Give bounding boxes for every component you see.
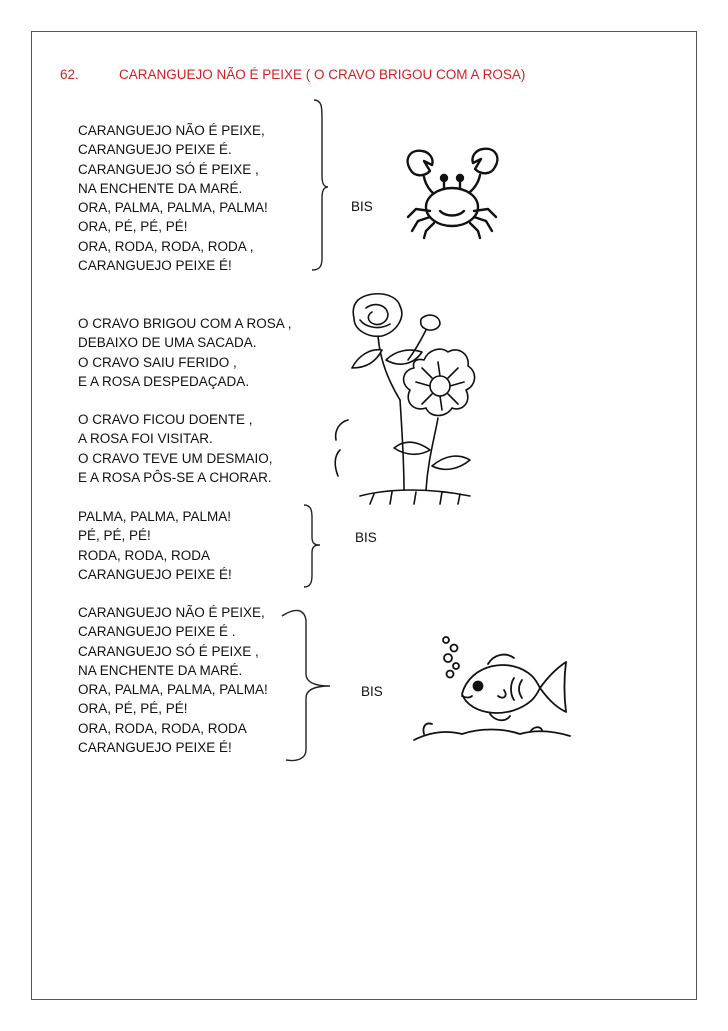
lyric-line: PÉ, PÉ, PÉ! — [78, 528, 151, 544]
stanza-1 — [78, 121, 268, 275]
lyric-line: NA ENCHENTE DA MARÉ. — [78, 180, 243, 196]
lyric-line: O CRAVO BRIGOU COM A ROSA , — [78, 316, 292, 331]
song-title: CARANGUEJO NÃO É PEIXE ( O CRAVO BRIGOU COM A ROSA) — [119, 67, 526, 82]
lyric-line: CARANGUEJO PEIXE É. — [78, 142, 232, 158]
lyric-line: ORA, PÉ, PÉ, PÉ! — [78, 219, 188, 235]
stanza-2 — [78, 314, 292, 391]
lyric-line: O CRAVO SAIU FERIDO , — [78, 354, 237, 370]
song-number: 62. — [60, 67, 79, 82]
lyric-line: CARANGUEJO PEIXE É . — [78, 624, 236, 640]
lyric-line: ORA, RODA, RODA, RODA , — [78, 238, 254, 254]
lyric-line: O CRAVO FICOU DOENTE , — [78, 412, 253, 427]
lyric-line: DEBAIXO DE UMA SACADA. — [78, 335, 257, 351]
fish-icon — [410, 630, 575, 750]
lyric-line: O CRAVO TEVE UM DESMAIO, — [78, 450, 273, 466]
lyric-line: CARANGUEJO NÃO É PEIXE, — [78, 123, 265, 138]
lyric-line: A ROSA FOI VISITAR. — [78, 431, 213, 447]
bracket-brace-2 — [296, 503, 326, 589]
stanza-3 — [78, 410, 273, 487]
stanza-5 — [78, 603, 268, 757]
bracket-brace-1 — [300, 98, 330, 273]
lyric-line: CARANGUEJO NÃO É PEIXE, — [78, 605, 265, 620]
lyric-line: CARANGUEJO PEIXE É! — [78, 566, 232, 582]
lyric-line: CARANGUEJO PEIXE É! — [78, 740, 232, 756]
lyric-line: ORA, RODA, RODA, RODA — [78, 720, 247, 736]
lyric-line: ORA, PÉ, PÉ, PÉ! — [78, 701, 188, 717]
lyric-line: PALMA, PALMA, PALMA! — [78, 509, 232, 524]
lyric-line: CARANGUEJO PEIXE É! — [78, 258, 232, 274]
lyric-line: E A ROSA PÔS-SE A CHORAR. — [78, 469, 272, 485]
lyric-line: ORA, PALMA, PALMA, PALMA! — [78, 200, 268, 216]
flowers-icon — [330, 290, 480, 510]
lyric-line: RODA, RODA, RODA — [78, 547, 211, 563]
bis-label-1: BIS — [351, 199, 373, 214]
bracket-brace-3 — [280, 604, 340, 764]
bis-label-3: BIS — [361, 684, 383, 699]
stanza-4 — [78, 507, 232, 584]
lyric-line: CARANGUEJO SÓ É PEIXE , — [78, 643, 259, 659]
lyric-line: CARANGUEJO SÓ É PEIXE , — [78, 161, 259, 177]
lyric-line: ORA, PALMA, PALMA, PALMA! — [78, 682, 268, 698]
bis-label-2: BIS — [355, 530, 377, 545]
lyric-line: E A ROSA DESPEDAÇADA. — [78, 373, 250, 389]
lyric-line: NA ENCHENTE DA MARÉ. — [78, 662, 243, 678]
crab-icon — [400, 145, 505, 240]
